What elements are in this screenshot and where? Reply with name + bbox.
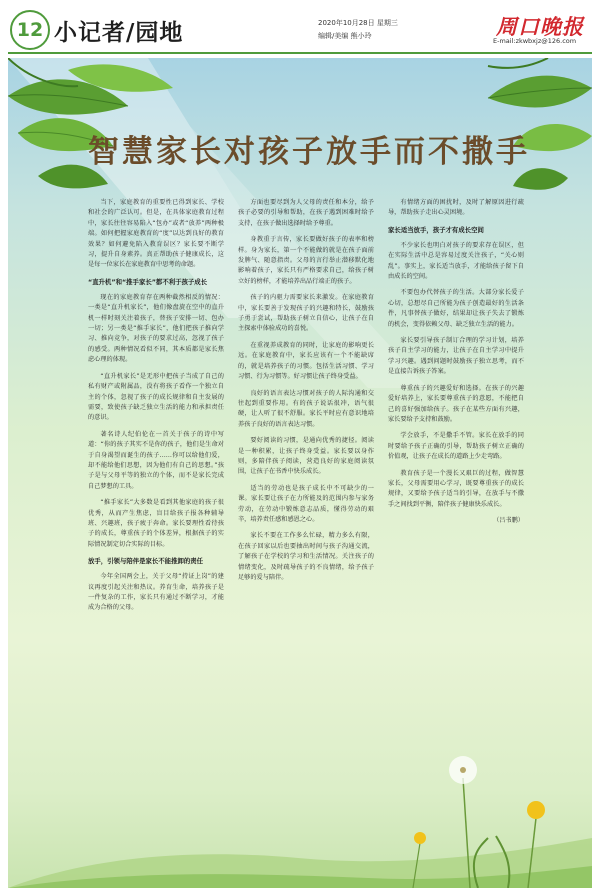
issue-date: 2020年10月28日 星期三 [318, 19, 398, 27]
article-panel [8, 58, 592, 888]
article-paragraph: 家长不要在工作多么忙碌，精力多么有限，在孩子回家以后也要抽出时间与孩子沟通交流，了解孩子在学校的学习和生活情况。关注孩子的情绪变化，及时疏导孩子的不良情绪，给予孩子足够的爱与陪伴。 [238, 532, 374, 581]
article-subheading: 家长适当放手，孩子才有成长空间 [388, 225, 484, 234]
article-paragraph: 今年全国两会上，关于父母“持证上岗”的建议再度引起关注和热议。养育生命，培养孩子是一件复杂的工作，家长只有通过不断学习，才能成为合格的父母。 [88, 573, 224, 612]
page-number-badge: 12 [10, 10, 50, 50]
article-paragraph: 适当的劳动也是孩子成长中不可缺少的一课。家长要让孩子在力所能及的范围内参与家务劳动，在劳动中锻炼意志品质，懂得劳动的艰辛，培养责任感和感恩之心。 [238, 484, 374, 523]
contact-email: E-mail:zkwbxjz@126.com [493, 37, 577, 45]
article-paragraph: 孩子的内驱力需要家长来激发。在家庭教育中，家长要善于发现孩子的兴趣和特长，鼓励孩子勇于尝试，帮助孩子树立自信心，让孩子在自主探索中体验成功的喜悦。 [238, 294, 374, 333]
article-author: （吕书鹏） [493, 517, 524, 525]
article-subheading: 放手，引领与陪伴是家长不能推卸的责任 [88, 557, 204, 566]
article-paragraph: 有情绪方面的困扰时，及时了解原因进行疏导，帮助孩子走出心灵困境。 [388, 199, 524, 217]
newspaper-logo: 周口晚报 [496, 14, 584, 39]
article-paragraph: 学会放手，不是撒手不管。家长在放手的同时要给予孩子正确的引导，帮助孩子树立正确的价值观，让孩子在成长的道路上少走弯路。 [388, 432, 524, 461]
article-paragraph: 不要包办代替孩子的生活。大部分家长爱子心切，总想尽自己所能为孩子创造最好的生活条件，凡事替孩子做好，结果却让孩子失去了锻炼的机会，变得依赖父母、缺乏独立生活的能力。 [388, 289, 524, 328]
article-column-2 [238, 198, 374, 620]
article-body [88, 198, 525, 620]
article-paragraph: 教育孩子是一个漫长又艰巨的过程，做智慧家长，父母需要用心学习，既要尊重孩子的成长规律，又要给予孩子适当的引导，在放手与不撒手之间找到平衡，陪伴孩子健康快乐成长。 [388, 469, 524, 508]
article-paragraph: 要好阅读的习惯，是通向优秀的捷径。阅读是一种积累，让孩子终身受益。家长要以身作则，多陪伴孩子阅读，营造良好的家庭阅读氛围，让孩子在书香中快乐成长。 [238, 437, 374, 476]
article-paragraph: 良好的语言表达习惯对孩子的人际沟通和交往起到重要作用。有的孩子说话很冲，语气很硬，让人听了很不舒服。家长平时应有意识地培养孩子良好的语言表达习惯。 [238, 389, 374, 428]
article-paragraph: “直升机家长”是无形中把孩子当成了自己的私有财产或附属品，没有将孩子看作一个独立自主的个体，忽视了孩子的成长规律和自主发展的需要，致使孩子缺乏独立生活的能力和承担责任的意识。 [88, 372, 224, 422]
article-column-3 [388, 198, 524, 620]
article-paragraph: 尊重孩子的兴趣爱好和选择。在孩子的兴趣爱好培养上，家长要尊重孩子的意愿，不能把自己的喜好强加给孩子。孩子在某些方面有兴趣，家长要给予支持和鼓励。 [388, 384, 524, 423]
article-paragraph: 现在的家庭教育存在两种截然相反的情况：一类是“直升机家长”，他们像盘旋在空中的直升机一样时刻关注着孩子，替孩子安排一切、包办一切；另一类是“推手家长”，他们把孩子推向学习、推向竞争，对孩子的要求过高，忽视了孩子的感受。两种情况看似不同，其本质都是家长焦虑心理的体现。 [88, 293, 224, 364]
article-paragraph: 在重视养成教育的同时，让家庭的影响更长远。在家庭教育中，家长应该有一个不能缺席的，就是培养孩子的习惯。包括生活习惯、学习习惯、行为习惯等。好习惯让孩子终身受益。 [238, 341, 374, 381]
article-paragraph: “推手家长”大多数是看到其他家庭的孩子很优秀，从而产生焦虑，盲目给孩子报各种辅导班、兴趣班，孩子疲于奔命。家长要理性看待孩子的成长，尊重孩子的个体差异，根据孩子的实际情况制定切合实际的目标。 [88, 499, 224, 548]
header-divider [8, 52, 592, 54]
editor-credit: 编辑/美编 熊小玲 [318, 32, 372, 40]
grass-bottom-icon [8, 838, 592, 888]
article-paragraph: 著名诗人纪伯伦在一首关于孩子的诗中写道：“你的孩子其实不是你的孩子，他们是生命对于自身渴望而诞生的孩子……你可以给他们爱，却不能给他们思想，因为他们有自己的思想。”孩子是与父母平等的独立的个体，而不是家长完成自己梦想的工具。 [88, 430, 224, 490]
article-paragraph: 方面也要尽到为人父母的责任和本分，给予孩子必要的引导和帮助，在孩子遇到困难时给予支持，在孩子做出选择时给予尊重。 [238, 199, 374, 227]
article-paragraph: 当下，家庭教育的重要性已得到家长、学校和社会的广泛认可。但是，在具体家庭教育过程中，家长往往容易陷入“包办”或者“放养”两种极端。如何把握家庭教育的“度”以达到良好的教育效果？如何避免陷入教育误区？家长要不断学习，提升自身素养。真正帮助孩子健康成长，这是每一位家长在家庭教育中思考的命题。 [88, 199, 224, 269]
section-title: 小记者/园地 [54, 19, 184, 46]
article-title: 智慧家长对孩子放手而不撒手 [88, 134, 530, 170]
article-paragraph: 身教重于言传，家长要做好孩子的表率和榜样。身为家长，第一个不能做的就是在孩子面前发脾气、随意指责。父母的言行举止潜移默化地影响着孩子，家长只有严格要求自己，给孩子树立好的榜样，才能培养出品行端正的孩子。 [238, 236, 374, 285]
article-paragraph: 家长要引导孩子制订合理的学习计划，培养孩子自主学习的能力，让孩子在自主学习中提升学习兴趣。遇到问题时鼓励孩子独立思考，而不是直接告诉孩子答案。 [388, 337, 524, 376]
article-paragraph: 不少家长也明白对孩子的要求存在误区，但在实际生活中总是容易过度关注孩子，“关心则乱”。事实上，家长适当放手，才能给孩子留下自由成长的空间。 [388, 241, 524, 281]
article-column-1 [88, 198, 224, 620]
article-subheading: “直升机”和“推手家长”都不利于孩子成长 [88, 277, 208, 286]
